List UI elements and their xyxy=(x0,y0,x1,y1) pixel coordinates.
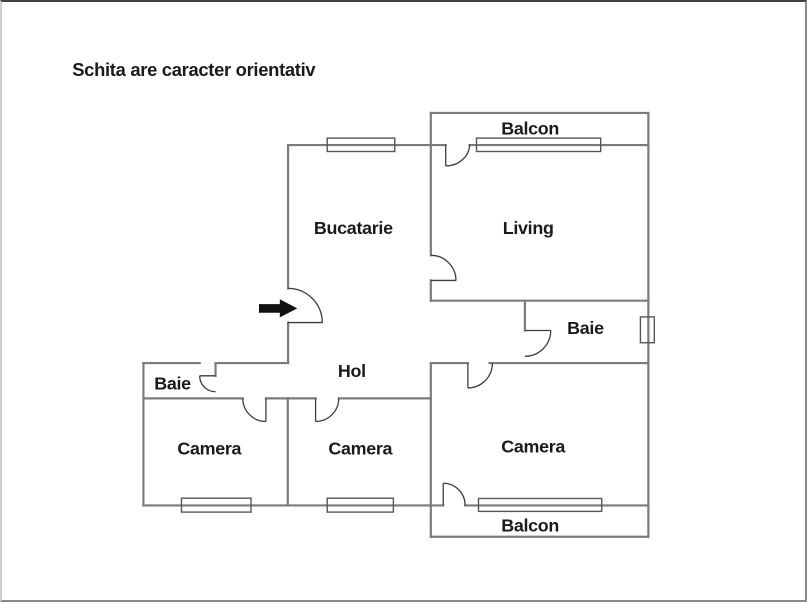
room-label-living: Living xyxy=(502,217,554,238)
labels xyxy=(72,59,604,535)
camera-right-door-arc xyxy=(468,363,493,388)
room-label-camera-left: Camera xyxy=(177,438,242,459)
balcony-door-arc xyxy=(446,145,470,166)
entrance-door-arc xyxy=(288,288,322,322)
balcon-bottom-door-arc xyxy=(443,483,465,505)
baie-left-door-arc xyxy=(200,376,216,392)
room-label-camera-mid: Camera xyxy=(328,438,393,459)
camera-left-door-arc xyxy=(243,398,266,421)
room-label-balcon-top: Balcon xyxy=(501,118,560,139)
room-label-baie-right: Baie xyxy=(567,317,604,338)
room-label-balcon-bottom: Balcon xyxy=(501,515,560,536)
baie-right-door-arc xyxy=(525,331,551,357)
floorplan-drawing xyxy=(2,2,805,600)
disclaimer-note: Schita are caracter orientativ xyxy=(72,59,316,81)
room-label-camera-right: Camera xyxy=(501,436,566,457)
camera-mid-door-arc xyxy=(316,398,339,421)
living-door-arc xyxy=(431,255,456,280)
room-label-baie-left: Baie xyxy=(154,373,191,394)
room-label-hol: Hol xyxy=(337,360,366,381)
entrance-arrow-icon xyxy=(259,299,297,317)
room-label-bucatarie: Bucatarie xyxy=(313,217,393,238)
